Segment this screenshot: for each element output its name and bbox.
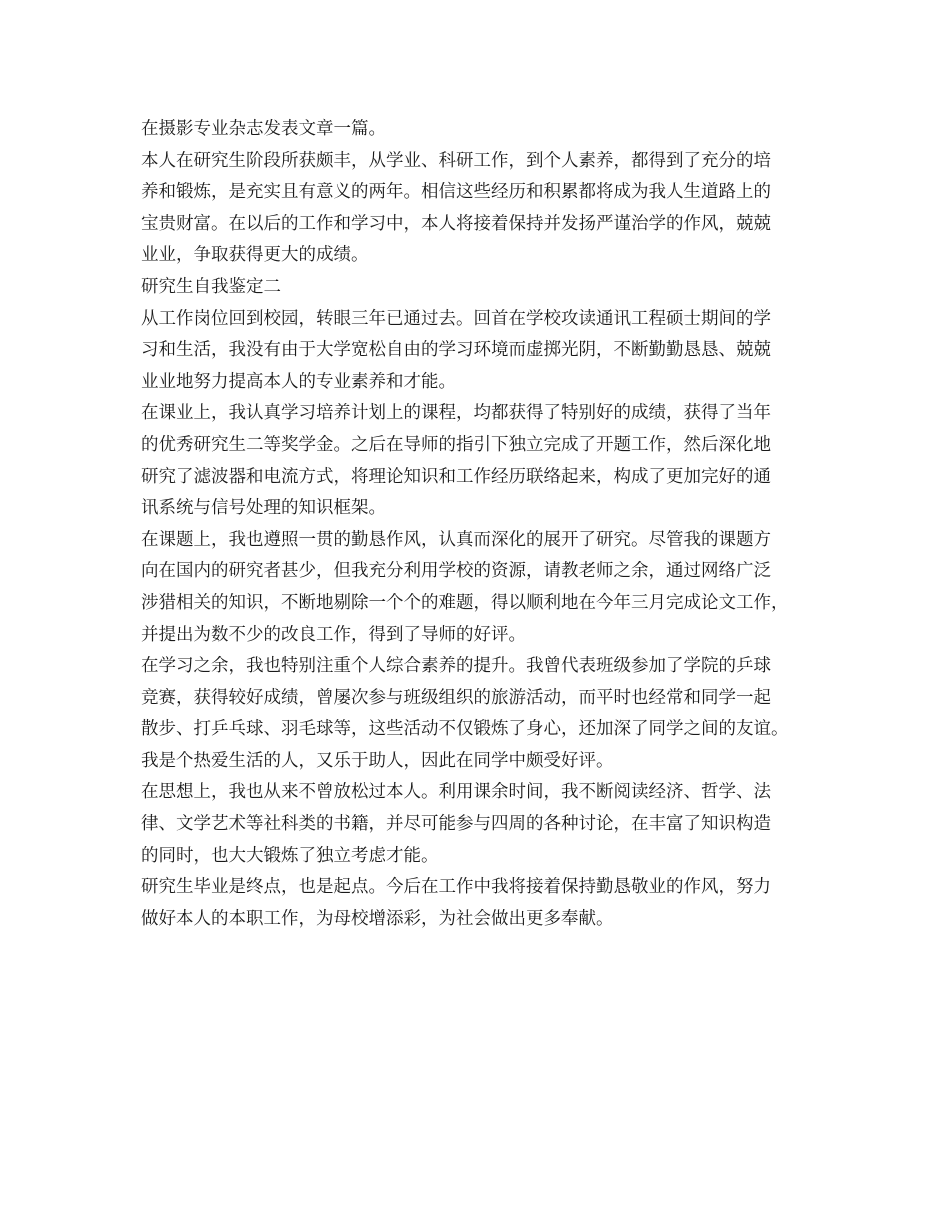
text-line: 涉猎相关的知识，不断地剔除一个个的难题，得以顺利地在今年三月完成论文工作， [141, 592, 789, 613]
text-line: 向在国内的研究者甚少，但我充分利用学校的资源，请教老师之余，通过网络广泛 [141, 561, 771, 582]
text-line: 并提出为数不少的改良工作，得到了导师的好评。 [141, 624, 526, 645]
text-line: 从工作岗位回到校园，转眼三年已通过去。回首在学校攻读通讯工程硕士期间的学 [141, 308, 771, 329]
text-line: 在课业上，我认真学习培养计划上的课程，均都获得了特别好的成绩，获得了当年 [141, 403, 771, 424]
text-line: 我是个热爱生活的人，又乐于助人，因此在同学中颇受好评。 [141, 750, 614, 771]
text-line: 业业地努力提高本人的专业素养和才能。 [141, 371, 456, 392]
text-line: 在摄影专业杂志发表文章一篇。 [141, 119, 386, 139]
text-line: 习和生活，我没有由于大学宽松自由的学习环境而虚掷光阴，不断勤勤恳恳、兢兢 [141, 340, 771, 361]
text-line: 散步、打乒乓球、羽毛球等，这些活动不仅锻炼了身心，还加深了同学之间的友谊。 [141, 719, 789, 740]
text-line: 研究生毕业是终点，也是起点。今后在工作中我将接着保持勤恳敬业的作风，努力 [141, 877, 771, 898]
text-line: 在课题上，我也遵照一贯的勤恳作风，认真而深化的展开了研究。尽管我的课题方 [141, 529, 771, 550]
text-line: 的优秀研究生二等奖学金。之后在导师的指引下独立完成了开题工作，然后深化地 [141, 434, 771, 455]
text-line: 本人在研究生阶段所获颇丰，从学业、科研工作，到个人素养，都得到了充分的培 [141, 150, 771, 171]
text-line: 养和锻炼，是充实且有意义的两年。相信这些经历和积累都将成为我人生道路上的 [141, 182, 771, 203]
text-line: 的同时，也大大锻炼了独立考虑才能。 [141, 845, 439, 866]
document-body [141, 114, 831, 935]
text-line: 讯系统与信号处理的知识框架。 [141, 498, 386, 519]
text-line: 业业，争取获得更大的成绩。 [141, 245, 369, 266]
text-line: 做好本人的本职工作，为母校增添彩，为社会做出更多奉献。 [141, 908, 614, 929]
text-line: 在思想上，我也从来不曾放松过本人。利用课余时间，我不断阅读经济、哲学、法 [141, 782, 771, 803]
section-heading: 研究生自我鉴定二 [141, 276, 281, 297]
text-line: 律、文学艺术等社科类的书籍，并尽可能参与四周的各种讨论，在丰富了知识构造 [141, 814, 771, 835]
text-line: 竞赛，获得较好成绩，曾屡次参与班级组织的旅游活动，而平时也经常和同学一起 [141, 687, 771, 708]
text-line: 在学习之余，我也特别注重个人综合素养的提升。我曾代表班级参加了学院的乒球 [141, 656, 771, 677]
text-line: 研究了滤波器和电流方式，将理论知识和工作经历联络起来，构成了更加完好的通 [141, 466, 771, 487]
text-line: 宝贵财富。在以后的工作和学习中，本人将接着保持并发扬严谨治学的作风，兢兢 [141, 213, 771, 234]
